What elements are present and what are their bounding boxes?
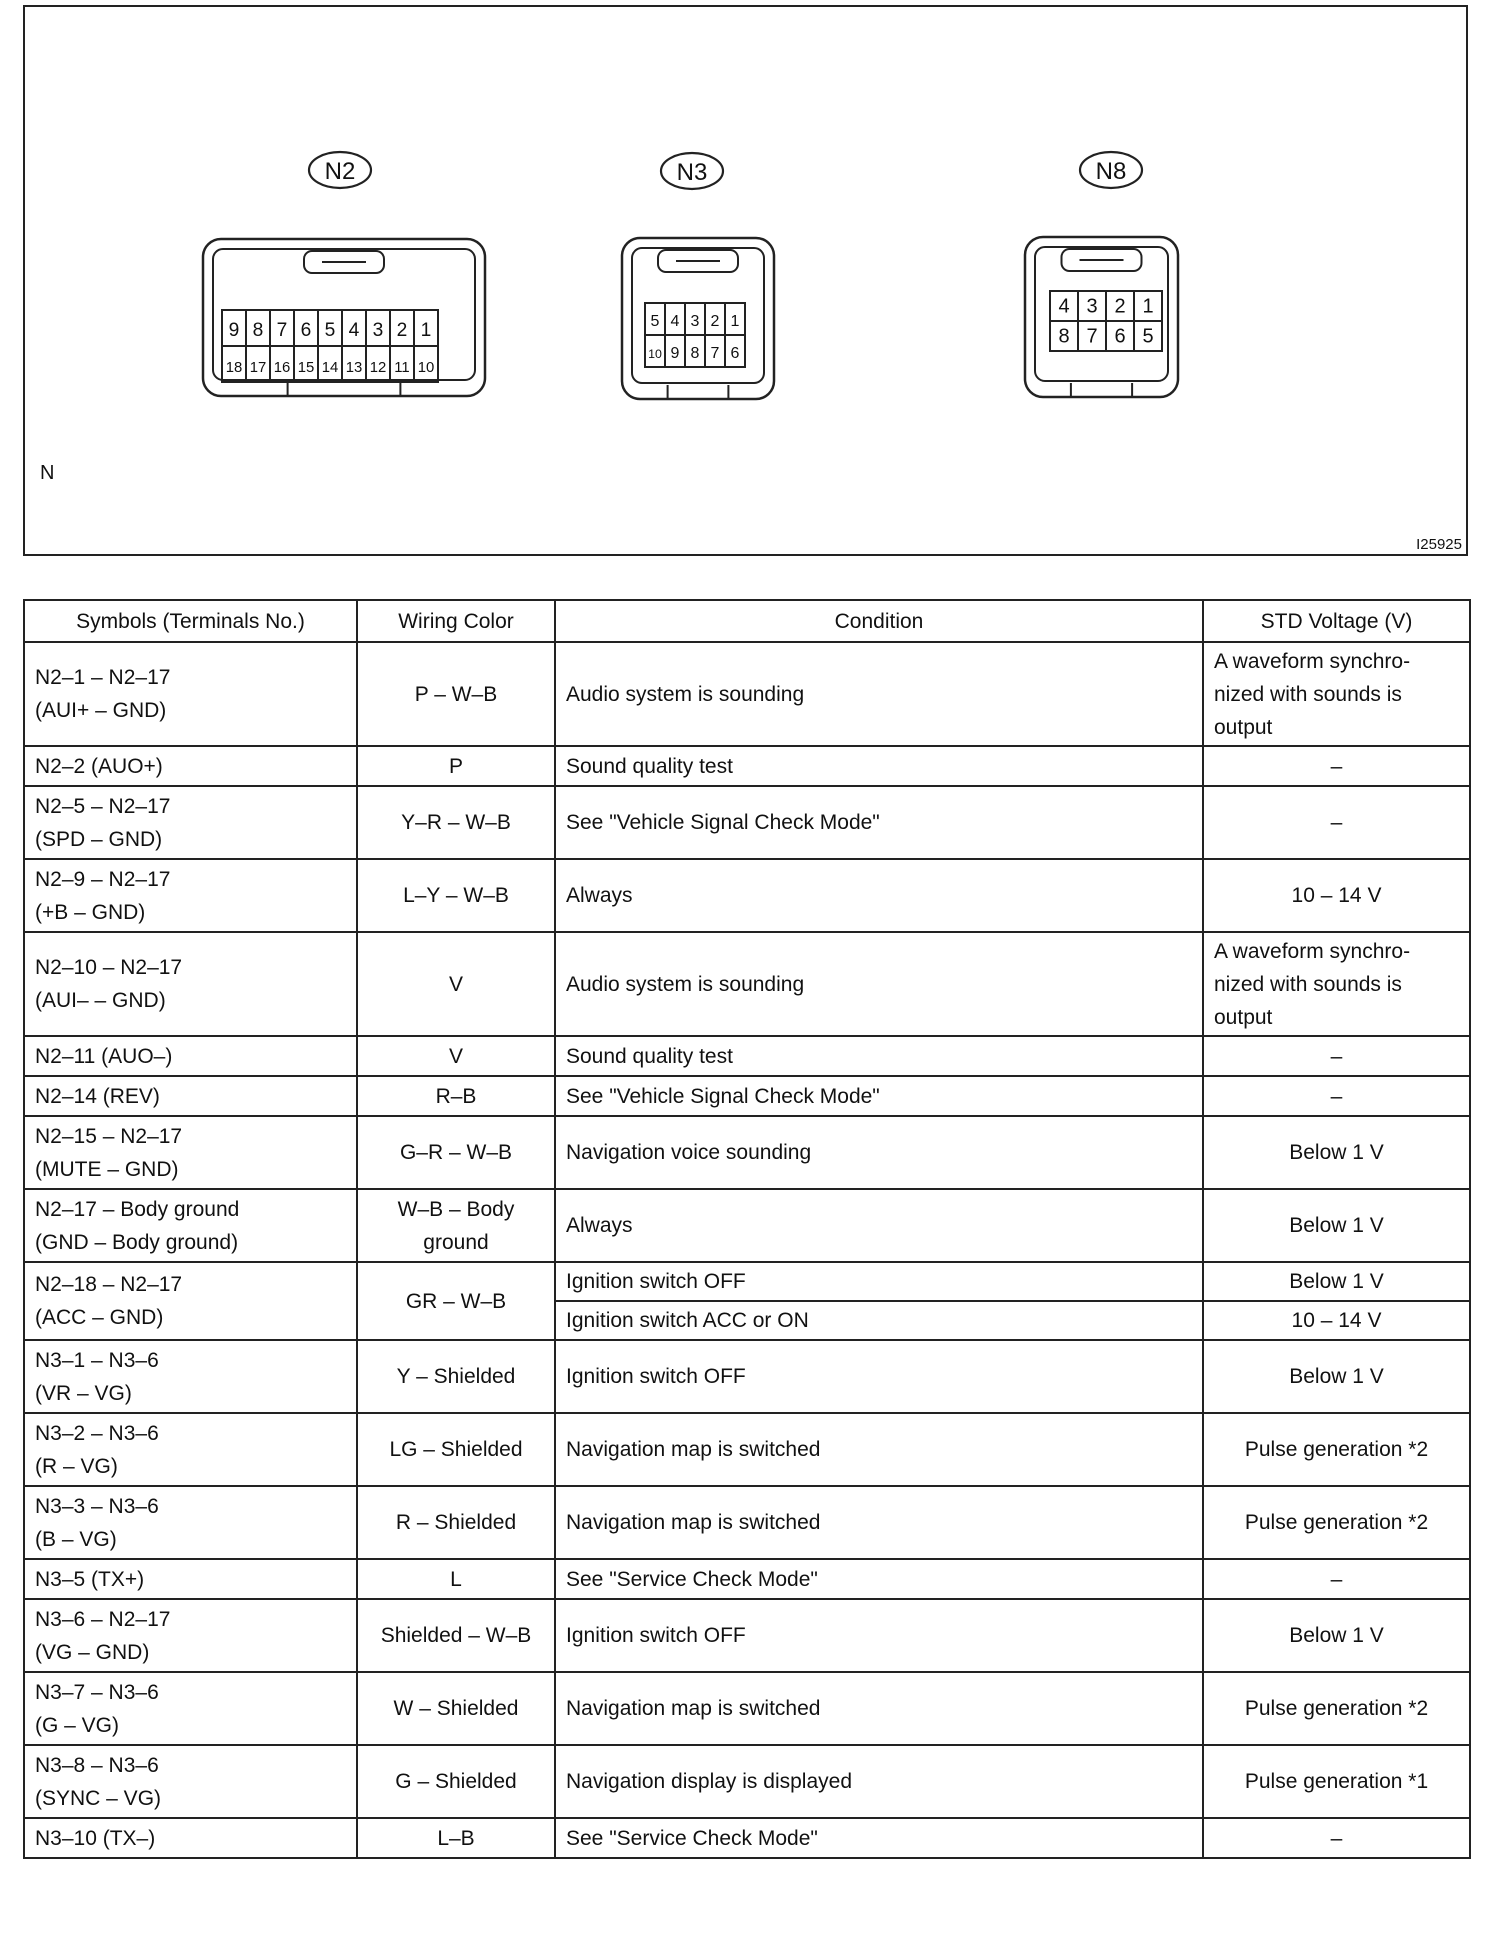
cell-std-voltage-line: – [1330, 1084, 1343, 1108]
cell-symbol-line: (GND – Body ground) [35, 1230, 239, 1254]
n8-pin-5: 5 [1142, 325, 1154, 348]
n8-pin-3: 3 [1086, 295, 1098, 318]
cell-condition-line: Always [566, 1214, 633, 1237]
connector-diagram [25, 7, 1470, 558]
cell-wiring-color-line: Shielded – W–B [380, 1624, 532, 1647]
cell-wiring-color-line: L [450, 1567, 462, 1591]
cell-wiring-color-line: Y–R – W–B [401, 811, 511, 834]
table-row [24, 1036, 1470, 1076]
cell-std-voltage-line: nized with sounds is [1214, 972, 1402, 996]
cell-condition [555, 1301, 1203, 1340]
cell-condition-line: Navigation map is switched [566, 1511, 821, 1534]
cell-symbol [24, 1262, 357, 1340]
cell-wiring-color-line: GR – W–B [405, 1289, 507, 1313]
n2-label: N2 [324, 158, 356, 185]
cell-condition [555, 1076, 1203, 1116]
cell-symbol-line: N2–15 – N2–17 [35, 1124, 183, 1148]
cell-wiring-color [357, 1076, 555, 1116]
cell-condition-line: Ignition switch OFF [566, 1270, 746, 1293]
cell-symbol-line: N2–1 – N2–17 [35, 666, 171, 689]
cell-symbol [24, 1486, 357, 1559]
n2-pin-11: 11 [394, 359, 410, 376]
cell-std-voltage-line: Below 1 V [1289, 1141, 1384, 1164]
n3-label: N3 [676, 159, 708, 186]
cell-wiring-color-line: R–B [435, 1084, 477, 1108]
cell-wiring-color-line: G–R – W–B [399, 1141, 513, 1164]
cell-std-voltage-line: – [1330, 811, 1343, 834]
cell-symbol-line: (VG – GND) [35, 1640, 150, 1664]
n2-pin-3: 3 [372, 319, 384, 341]
n8-pin-2: 2 [1114, 295, 1126, 318]
cell-condition-line: Sound quality test [566, 1044, 733, 1068]
terminal-spec-table [23, 599, 1471, 1859]
n8-pin-7: 7 [1086, 325, 1098, 348]
cell-std-voltage [1203, 1301, 1470, 1340]
cell-std-voltage-line: A waveform synchro- [1214, 649, 1411, 673]
n3-pin-8: 8 [690, 345, 700, 363]
cell-symbol [24, 1818, 357, 1858]
cell-std-voltage-line: – [1330, 754, 1343, 778]
cell-symbol [24, 1413, 357, 1486]
cell-std-voltage [1203, 1745, 1470, 1818]
cell-condition-line: Navigation display is displayed [566, 1770, 852, 1793]
n2-pin-9: 9 [228, 319, 240, 341]
cell-wiring-color-line: W – Shielded [393, 1697, 519, 1720]
cell-std-voltage-line: Pulse generation *2 [1244, 1511, 1429, 1534]
cell-std-voltage [1203, 1413, 1470, 1486]
n3-pin-7: 7 [710, 345, 720, 363]
table-row [24, 1672, 1470, 1745]
cell-condition [555, 1413, 1203, 1486]
cell-std-voltage [1203, 1116, 1470, 1189]
cell-wiring-color-line: P – W–B [414, 682, 498, 706]
cell-symbol-line: (ACC – GND) [35, 1306, 164, 1329]
n2-pin-7: 7 [276, 319, 288, 341]
cell-wiring-color-line: P [448, 754, 463, 778]
cell-wiring-color-line: L–B [437, 1826, 475, 1850]
table-row [24, 1599, 1470, 1672]
cell-std-voltage [1203, 1036, 1470, 1076]
cell-wiring-color [357, 859, 555, 932]
cell-std-voltage-line: – [1330, 1826, 1343, 1850]
cell-std-voltage [1203, 1262, 1470, 1301]
cell-wiring-color [357, 1559, 555, 1599]
cell-wiring-color-line: ground [423, 1230, 489, 1254]
cell-wiring-color [357, 1413, 555, 1486]
n2-pin-2: 2 [396, 319, 408, 341]
cell-symbol-line: N2–10 – N2–17 [35, 956, 183, 979]
cell-condition [555, 1599, 1203, 1672]
n3-pin-2: 2 [710, 313, 720, 331]
cell-condition [555, 1486, 1203, 1559]
cell-symbol [24, 786, 357, 859]
cell-symbol [24, 1036, 357, 1076]
cell-condition [555, 1036, 1203, 1076]
cell-std-voltage [1203, 859, 1470, 932]
cell-wiring-color-line: V [448, 1044, 463, 1068]
cell-wiring-color [357, 1599, 555, 1672]
n3-pin-9: 9 [670, 345, 680, 363]
cell-wiring-color [357, 1745, 555, 1818]
cell-symbol-line: N3–8 – N3–6 [35, 1753, 159, 1777]
cell-std-voltage-line: Below 1 V [1289, 1214, 1384, 1237]
cell-condition [555, 1262, 1203, 1301]
cell-wiring-color [357, 746, 555, 786]
cell-condition [555, 932, 1203, 1036]
table-row [24, 1745, 1470, 1818]
cell-wiring-color [357, 1340, 555, 1413]
cell-std-voltage-line: Below 1 V [1289, 1365, 1384, 1388]
cell-condition-line: Navigation map is switched [566, 1438, 821, 1461]
cell-wiring-color [357, 1262, 555, 1340]
cell-std-voltage-line: – [1330, 1044, 1343, 1068]
cell-std-voltage [1203, 1486, 1470, 1559]
cell-wiring-color-line: L–Y – W–B [403, 884, 509, 907]
n2-pin-4: 4 [348, 319, 360, 341]
cell-symbol [24, 1559, 357, 1599]
cell-symbol-line: N3–1 – N3–6 [35, 1348, 159, 1372]
cell-symbol [24, 1076, 357, 1116]
cell-wiring-color [357, 1116, 555, 1189]
n2-pin-16: 16 [273, 359, 291, 376]
cell-symbol-line: N3–7 – N3–6 [35, 1680, 159, 1704]
n3-pin-6: 6 [730, 345, 740, 363]
cell-condition [555, 859, 1203, 932]
table-row [24, 859, 1470, 932]
n2-pin-1: 1 [420, 319, 432, 341]
cell-condition-line: See "Service Check Mode" [566, 1567, 818, 1591]
cell-symbol-line: (G – VG) [35, 1713, 120, 1737]
cell-std-voltage [1203, 1599, 1470, 1672]
cell-std-voltage-line: output [1214, 1005, 1273, 1029]
cell-symbol-line: N3–3 – N3–6 [35, 1494, 159, 1518]
cell-symbol-line: (AUI+ – GND) [35, 699, 167, 722]
n8-pin-4: 4 [1058, 295, 1070, 318]
cell-std-voltage-line: Pulse generation *2 [1244, 1697, 1429, 1720]
table-row [24, 1559, 1470, 1599]
table-row [24, 932, 1470, 1036]
n8-label: N8 [1095, 158, 1127, 185]
cell-symbol-line: (SPD – GND) [35, 827, 163, 851]
cell-std-voltage-line: Pulse generation *1 [1244, 1770, 1429, 1793]
cell-condition [555, 1116, 1203, 1189]
cell-symbol [24, 1116, 357, 1189]
cell-std-voltage-line: Below 1 V [1289, 1270, 1384, 1293]
header-std-voltage: STD Voltage (V) [1203, 600, 1470, 642]
cell-symbol-line: (R – VG) [35, 1454, 118, 1478]
cell-wiring-color [357, 1189, 555, 1262]
cell-symbol-line: N3–2 – N3–6 [35, 1421, 159, 1445]
table-header-row [24, 600, 1470, 642]
n2-pin-13: 13 [345, 359, 363, 376]
cell-std-voltage-line: – [1330, 1567, 1343, 1591]
cell-symbol [24, 642, 357, 746]
cell-condition [555, 1818, 1203, 1858]
cell-condition [555, 1189, 1203, 1262]
cell-symbol-line: (MUTE – GND) [35, 1157, 179, 1181]
table-row [24, 1486, 1470, 1559]
cell-symbol [24, 1340, 357, 1413]
cell-wiring-color-line: Y – Shielded [396, 1365, 516, 1388]
cell-wiring-color-line: LG – Shielded [389, 1438, 523, 1461]
cell-symbol-line: N2–5 – N2–17 [35, 794, 171, 818]
cell-condition-line: See "Vehicle Signal Check Mode" [566, 1084, 880, 1108]
table-row [24, 1413, 1470, 1486]
connector-figure [23, 5, 1468, 556]
n8-pin-1: 1 [1142, 295, 1154, 318]
cell-wiring-color-line: V [448, 972, 463, 996]
cell-condition [555, 1745, 1203, 1818]
cell-condition-line: Navigation map is switched [566, 1697, 821, 1720]
n3-pin-3: 3 [690, 313, 700, 331]
cell-condition [555, 642, 1203, 746]
cell-symbol-line: N3–6 – N2–17 [35, 1607, 171, 1631]
cell-std-voltage [1203, 746, 1470, 786]
cell-std-voltage-line: output [1214, 715, 1273, 739]
cell-condition [555, 786, 1203, 859]
n3-pin-10: 10 [648, 347, 662, 362]
cell-condition-line: Ignition switch OFF [566, 1624, 746, 1647]
header-condition: Condition [555, 600, 1203, 642]
cell-symbol-line: N3–5 (TX+) [35, 1567, 145, 1591]
cell-condition-line: Ignition switch ACC or ON [566, 1309, 809, 1332]
cell-std-voltage [1203, 1189, 1470, 1262]
header-wiring-color: Wiring Color [357, 600, 555, 642]
cell-symbol-line: N2–11 (AUO–) [35, 1044, 173, 1068]
cell-symbol-line: N2–2 (AUO+) [35, 754, 163, 778]
cell-std-voltage-line: 10 – 14 V [1291, 884, 1382, 907]
cell-symbol [24, 1599, 357, 1672]
cell-condition-line: See "Service Check Mode" [566, 1826, 818, 1850]
figure-code: I25925 [1416, 536, 1462, 553]
table-row [24, 642, 1470, 746]
cell-symbol [24, 1189, 357, 1262]
figure-corner-letter: N [40, 462, 55, 484]
n8-pin-6: 6 [1114, 325, 1126, 348]
table-row [24, 1076, 1470, 1116]
n2-pin-5: 5 [324, 319, 336, 341]
n2-pin-18: 18 [225, 359, 243, 376]
n2-pin-6: 6 [300, 319, 312, 341]
cell-std-voltage [1203, 1559, 1470, 1599]
cell-symbol-line: (VR – VG) [35, 1381, 132, 1405]
table-row [24, 786, 1470, 859]
cell-symbol [24, 1672, 357, 1745]
cell-wiring-color-line: W–B – Body [397, 1197, 515, 1221]
n3-pin-1: 1 [730, 313, 740, 331]
n2-pin-15: 15 [297, 359, 315, 376]
cell-symbol-line: N2–14 (REV) [35, 1084, 160, 1108]
cell-symbol-line: N3–10 (TX–) [35, 1826, 156, 1850]
cell-symbol [24, 746, 357, 786]
cell-std-voltage-line: nized with sounds is [1214, 682, 1402, 706]
cell-std-voltage [1203, 786, 1470, 859]
cell-symbol-line: N2–17 – Body ground [35, 1197, 240, 1221]
cell-std-voltage [1203, 1672, 1470, 1745]
n2-pin-10: 10 [417, 359, 435, 376]
cell-symbol-line: (AUI– – GND) [35, 989, 166, 1012]
cell-wiring-color [357, 1818, 555, 1858]
cell-std-voltage [1203, 642, 1470, 746]
cell-wiring-color-line: G – Shielded [395, 1770, 517, 1793]
n2-pin-12: 12 [369, 359, 387, 376]
header-symbols: Symbols (Terminals No.) [24, 600, 357, 642]
cell-wiring-color [357, 1036, 555, 1076]
table-row [24, 1189, 1470, 1262]
n2-pin-17: 17 [249, 359, 267, 376]
cell-wiring-color [357, 786, 555, 859]
cell-symbol [24, 1745, 357, 1818]
cell-wiring-color [357, 642, 555, 746]
table-row [24, 1818, 1470, 1858]
cell-symbol-line: (SYNC – VG) [35, 1786, 162, 1810]
cell-std-voltage [1203, 1818, 1470, 1858]
cell-condition [555, 746, 1203, 786]
cell-condition-line: Audio system is sounding [566, 682, 805, 706]
table-row [24, 746, 1470, 786]
n8-pin-8: 8 [1058, 325, 1070, 348]
table-row [24, 1340, 1470, 1413]
n3-pin-4: 4 [670, 313, 680, 331]
cell-condition [555, 1340, 1203, 1413]
cell-condition-line: Always [566, 884, 633, 907]
cell-condition-line: See "Vehicle Signal Check Mode" [566, 811, 880, 834]
cell-symbol-line: (B – VG) [35, 1527, 117, 1551]
cell-std-voltage-line: 10 – 14 V [1291, 1309, 1382, 1332]
cell-condition-line: Navigation voice sounding [566, 1141, 812, 1164]
cell-condition-line: Audio system is sounding [566, 972, 805, 996]
cell-std-voltage-line: A waveform synchro- [1214, 939, 1411, 963]
cell-condition [555, 1559, 1203, 1599]
cell-wiring-color [357, 932, 555, 1036]
cell-symbol-line: N2–9 – N2–17 [35, 867, 171, 891]
n3-pin-5: 5 [650, 313, 660, 331]
cell-wiring-color [357, 1486, 555, 1559]
cell-condition [555, 1672, 1203, 1745]
cell-std-voltage-line: Below 1 V [1289, 1624, 1384, 1647]
table-row [24, 1116, 1470, 1189]
cell-symbol-line: (+B – GND) [35, 900, 146, 924]
cell-symbol [24, 932, 357, 1036]
cell-wiring-color-line: R – Shielded [395, 1511, 517, 1534]
cell-condition-line: Ignition switch OFF [566, 1365, 746, 1388]
cell-wiring-color [357, 1672, 555, 1745]
cell-symbol-line: N2–18 – N2–17 [35, 1273, 183, 1296]
cell-std-voltage [1203, 1340, 1470, 1413]
cell-condition-line: Sound quality test [566, 754, 733, 778]
table-row [24, 1262, 1470, 1301]
cell-std-voltage [1203, 932, 1470, 1036]
n2-pin-8: 8 [252, 319, 264, 341]
cell-std-voltage-line: Pulse generation *2 [1244, 1438, 1429, 1461]
n2-pin-14: 14 [321, 359, 339, 376]
cell-symbol [24, 859, 357, 932]
cell-std-voltage [1203, 1076, 1470, 1116]
